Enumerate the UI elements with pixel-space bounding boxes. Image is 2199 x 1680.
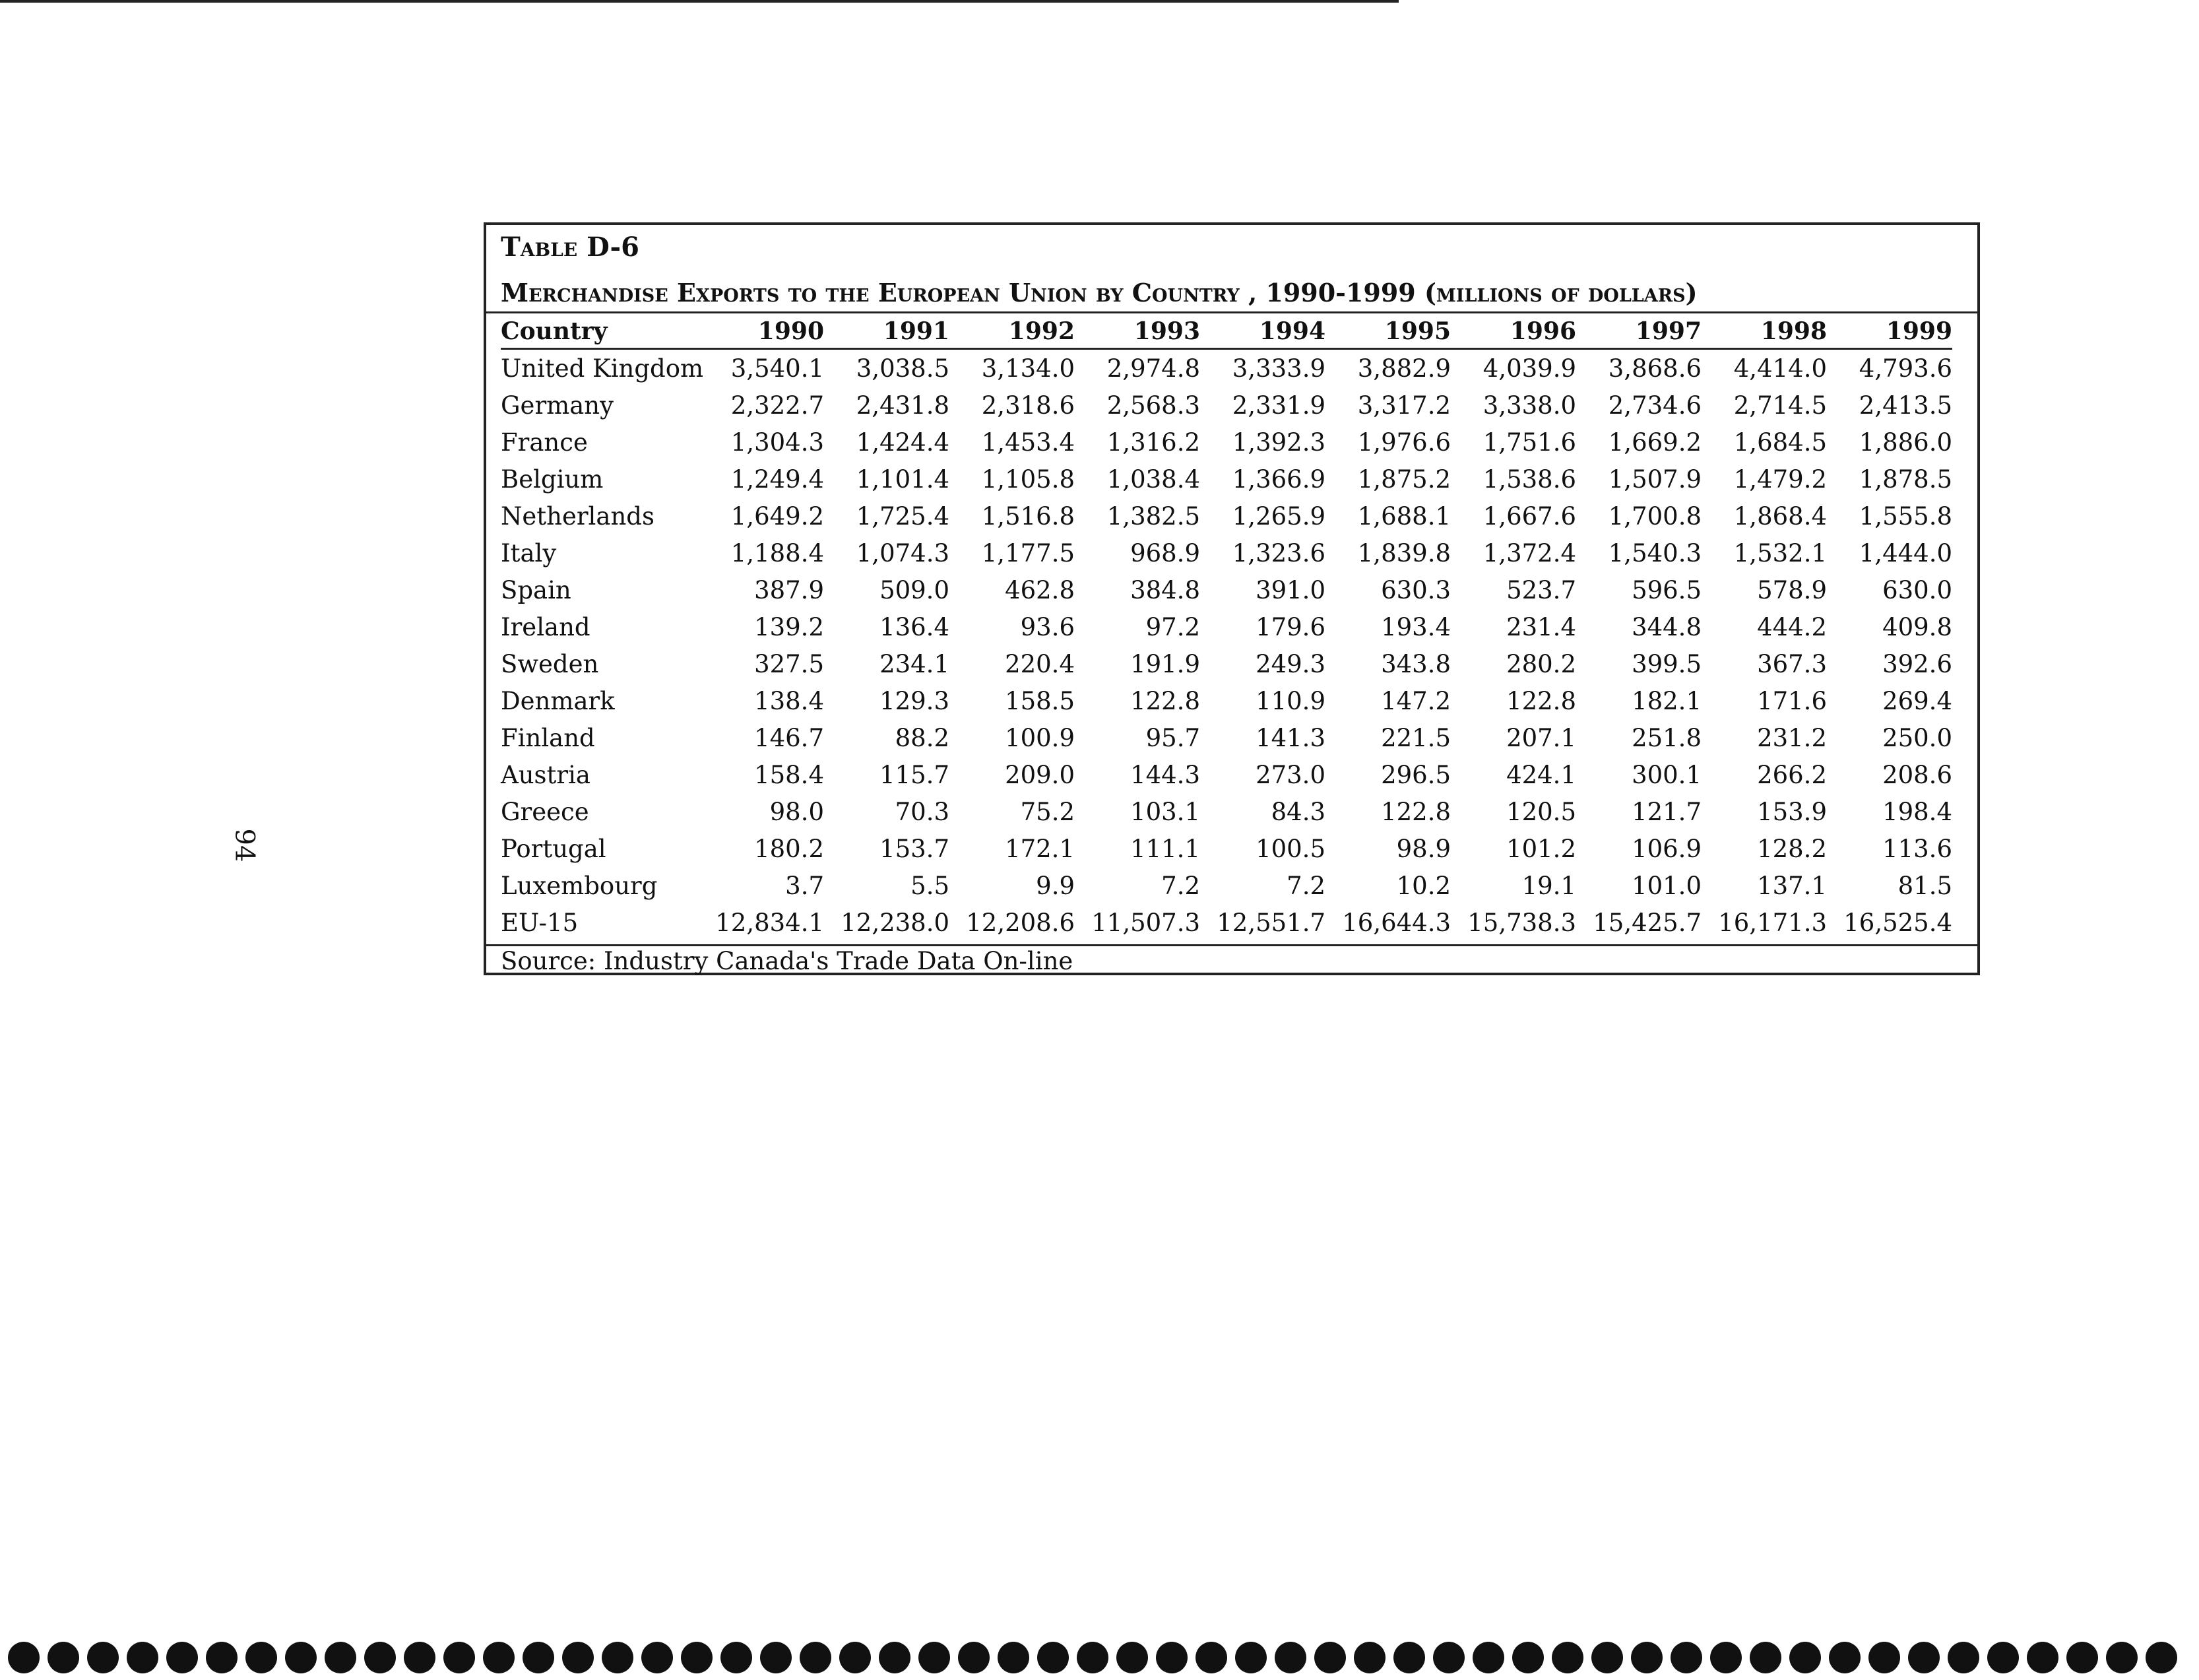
value-cell: 3,338.0 <box>1482 391 1576 420</box>
value-cell: 234.1 <box>879 649 949 678</box>
value-cell: 1,479.2 <box>1733 465 1827 494</box>
binding-hole-dot <box>2146 1642 2177 1673</box>
country-cell: Greece <box>501 797 589 826</box>
value-cell: 70.3 <box>895 797 949 826</box>
value-cell: 1,667.6 <box>1482 501 1576 531</box>
country-cell: Denmark <box>501 686 615 715</box>
binding-hole-dot <box>206 1642 238 1673</box>
value-cell: 1,265.9 <box>1232 501 1325 531</box>
column-header-year: 1997 <box>1635 317 1702 345</box>
value-cell: 1,177.5 <box>981 538 1075 567</box>
column-header-year: 1998 <box>1760 317 1827 345</box>
value-cell: 1,366.9 <box>1232 465 1325 494</box>
binding-hole-dot <box>998 1642 1029 1673</box>
value-cell: 113.6 <box>1882 834 1952 863</box>
table-row <box>501 608 1952 645</box>
binding-hole-dot <box>1195 1642 1227 1673</box>
binding-hole-dot <box>127 1642 158 1673</box>
column-header-year: 1994 <box>1259 317 1325 345</box>
value-cell: 1,038.4 <box>1106 465 1200 494</box>
binding-hole-dot <box>839 1642 871 1673</box>
country-cell: France <box>501 428 588 457</box>
value-cell: 12,238.0 <box>841 908 949 937</box>
country-cell: Luxembourg <box>501 871 658 900</box>
binding-hole-dot <box>1354 1642 1386 1673</box>
binding-hole-dot <box>760 1642 792 1673</box>
value-cell: 968.9 <box>1130 538 1200 567</box>
table-row <box>501 534 1952 571</box>
binding-hole-dot <box>2027 1642 2058 1673</box>
value-cell: 193.4 <box>1381 612 1451 641</box>
table-row <box>501 350 1952 387</box>
value-cell: 2,331.9 <box>1232 391 1325 420</box>
value-cell: 153.7 <box>879 834 949 863</box>
value-cell: 81.5 <box>1897 871 1952 900</box>
value-cell: 4,414.0 <box>1733 354 1827 383</box>
binding-hole-dot <box>1433 1642 1465 1673</box>
value-cell: 424.1 <box>1506 760 1576 789</box>
value-cell: 16,644.3 <box>1342 908 1451 937</box>
value-cell: 1,074.3 <box>856 538 949 567</box>
value-cell: 158.5 <box>1005 686 1075 715</box>
value-cell: 1,540.3 <box>1608 538 1702 567</box>
value-cell: 129.3 <box>879 686 949 715</box>
value-cell: 399.5 <box>1632 649 1702 678</box>
value-cell: 444.2 <box>1757 612 1827 641</box>
value-cell: 93.6 <box>1020 612 1075 641</box>
binding-hole-dot <box>800 1642 831 1673</box>
table-row <box>501 867 1952 904</box>
value-cell: 249.3 <box>1256 649 1325 678</box>
value-cell: 1,453.4 <box>981 428 1075 457</box>
value-cell: 1,188.4 <box>730 538 824 567</box>
value-cell: 578.9 <box>1757 575 1827 604</box>
value-cell: 103.1 <box>1130 797 1200 826</box>
binding-hole-dot <box>1393 1642 1425 1673</box>
binding-hole-dot <box>1908 1642 1940 1673</box>
country-cell: EU-15 <box>501 908 579 937</box>
table-row <box>501 904 1952 941</box>
value-cell: 367.3 <box>1757 649 1827 678</box>
value-cell: 2,714.5 <box>1733 391 1827 420</box>
column-header-year: 1996 <box>1510 317 1576 345</box>
binding-holes <box>8 1642 2177 1673</box>
value-cell: 1,878.5 <box>1859 465 1952 494</box>
binding-hole-dot <box>285 1642 317 1673</box>
binding-hole-dot <box>641 1642 673 1673</box>
value-cell: 191.9 <box>1130 649 1200 678</box>
binding-hole-dot <box>364 1642 396 1673</box>
value-cell: 280.2 <box>1506 649 1576 678</box>
value-cell: 16,525.4 <box>1843 908 1952 937</box>
value-cell: 3,134.0 <box>981 354 1075 383</box>
value-cell: 182.1 <box>1632 686 1702 715</box>
value-cell: 115.7 <box>879 760 949 789</box>
country-cell: Portugal <box>501 834 606 863</box>
value-cell: 1,538.6 <box>1482 465 1576 494</box>
value-cell: 98.9 <box>1396 834 1451 863</box>
binding-hole-dot <box>562 1642 594 1673</box>
value-cell: 2,568.3 <box>1106 391 1200 420</box>
value-cell: 153.9 <box>1757 797 1827 826</box>
value-cell: 144.3 <box>1130 760 1200 789</box>
column-header-year: 1990 <box>757 317 824 345</box>
value-cell: 409.8 <box>1882 612 1952 641</box>
value-cell: 1,105.8 <box>981 465 1075 494</box>
value-cell: 3,038.5 <box>856 354 949 383</box>
value-cell: 1,725.4 <box>856 501 949 531</box>
value-cell: 12,208.6 <box>966 908 1075 937</box>
value-cell: 208.6 <box>1882 760 1952 789</box>
value-cell: 2,322.7 <box>730 391 824 420</box>
binding-hole-dot <box>1789 1642 1821 1673</box>
binding-hole-dot <box>523 1642 554 1673</box>
value-cell: 146.7 <box>754 723 824 752</box>
value-cell: 343.8 <box>1381 649 1451 678</box>
table-row <box>501 498 1952 534</box>
value-cell: 1,700.8 <box>1608 501 1702 531</box>
value-cell: 1,249.4 <box>730 465 824 494</box>
binding-hole-dot <box>681 1642 713 1673</box>
value-cell: 97.2 <box>1145 612 1200 641</box>
value-cell: 3,540.1 <box>730 354 824 383</box>
value-cell: 111.1 <box>1130 834 1200 863</box>
value-cell: 3,882.9 <box>1357 354 1451 383</box>
value-cell: 523.7 <box>1506 575 1576 604</box>
value-cell: 630.0 <box>1882 575 1952 604</box>
value-cell: 3,868.6 <box>1608 354 1702 383</box>
binding-hole-dot <box>245 1642 277 1673</box>
value-cell: 1,372.4 <box>1482 538 1576 567</box>
value-cell: 630.3 <box>1381 575 1451 604</box>
country-cell: United Kingdom <box>501 354 704 383</box>
value-cell: 122.8 <box>1506 686 1576 715</box>
value-cell: 106.9 <box>1632 834 1702 863</box>
value-cell: 1,649.2 <box>730 501 824 531</box>
top-rule <box>0 0 1399 3</box>
value-cell: 147.2 <box>1381 686 1451 715</box>
column-header-year: 1999 <box>1886 317 1952 345</box>
value-cell: 198.4 <box>1882 797 1952 826</box>
binding-hole-dot <box>1116 1642 1148 1673</box>
value-cell: 122.8 <box>1130 686 1200 715</box>
value-cell: 128.2 <box>1757 834 1827 863</box>
binding-hole-dot <box>1314 1642 1346 1673</box>
value-cell: 2,974.8 <box>1106 354 1200 383</box>
binding-hole-dot <box>404 1642 435 1673</box>
value-cell: 98.0 <box>769 797 824 826</box>
value-cell: 1,392.3 <box>1232 428 1325 457</box>
value-cell: 1,101.4 <box>856 465 949 494</box>
value-cell: 1,839.8 <box>1357 538 1451 567</box>
value-cell: 1,323.6 <box>1232 538 1325 567</box>
binding-hole-dot <box>443 1642 475 1673</box>
value-cell: 1,684.5 <box>1733 428 1827 457</box>
value-cell: 120.5 <box>1506 797 1576 826</box>
value-cell: 7.2 <box>1287 871 1325 900</box>
value-cell: 11,507.3 <box>1091 908 1200 937</box>
binding-hole-dot <box>958 1642 990 1673</box>
table-row <box>501 571 1952 608</box>
value-cell: 387.9 <box>754 575 824 604</box>
table-row <box>501 830 1952 867</box>
value-cell: 1,688.1 <box>1357 501 1451 531</box>
table-row <box>501 645 1952 682</box>
value-cell: 19.1 <box>1521 871 1576 900</box>
value-cell: 100.9 <box>1005 723 1075 752</box>
value-cell: 207.1 <box>1506 723 1576 752</box>
binding-hole-dot <box>918 1642 950 1673</box>
country-cell: Ireland <box>501 612 590 641</box>
value-cell: 180.2 <box>754 834 824 863</box>
binding-hole-dot <box>48 1642 79 1673</box>
value-cell: 296.5 <box>1381 760 1451 789</box>
binding-hole-dot <box>1077 1642 1108 1673</box>
binding-hole-dot <box>720 1642 752 1673</box>
column-header-year: 1993 <box>1133 317 1200 345</box>
binding-hole-dot <box>1512 1642 1544 1673</box>
value-cell: 101.0 <box>1632 871 1702 900</box>
value-cell: 5.5 <box>910 871 949 900</box>
binding-hole-dot <box>483 1642 515 1673</box>
value-cell: 391.0 <box>1256 575 1325 604</box>
country-cell: Belgium <box>501 465 604 494</box>
binding-hole-dot <box>1671 1642 1702 1673</box>
value-cell: 84.3 <box>1271 797 1325 826</box>
value-cell: 179.6 <box>1256 612 1325 641</box>
value-cell: 231.2 <box>1757 723 1827 752</box>
value-cell: 1,382.5 <box>1106 501 1200 531</box>
value-cell: 1,532.1 <box>1733 538 1827 567</box>
value-cell: 266.2 <box>1757 760 1827 789</box>
value-cell: 1,555.8 <box>1859 501 1952 531</box>
value-cell: 344.8 <box>1632 612 1702 641</box>
value-cell: 12,834.1 <box>715 908 824 937</box>
binding-hole-dot <box>1987 1642 2019 1673</box>
value-cell: 15,738.3 <box>1467 908 1576 937</box>
binding-hole-dot <box>1868 1642 1900 1673</box>
country-cell: Spain <box>501 575 571 604</box>
column-header-year: 1991 <box>883 317 949 345</box>
value-cell: 2,431.8 <box>856 391 949 420</box>
value-cell: 231.4 <box>1506 612 1576 641</box>
binding-hole-dot <box>2106 1642 2138 1673</box>
header-row <box>501 315 1952 350</box>
country-cell: Sweden <box>501 649 599 678</box>
binding-hole-dot <box>1750 1642 1781 1673</box>
value-cell: 110.9 <box>1256 686 1325 715</box>
page-number: 94 <box>229 828 260 862</box>
country-cell: Italy <box>501 538 557 567</box>
binding-hole-dot <box>1156 1642 1188 1673</box>
value-cell: 100.5 <box>1256 834 1325 863</box>
binding-hole-dot <box>87 1642 119 1673</box>
value-cell: 220.4 <box>1005 649 1075 678</box>
country-cell: Finland <box>501 723 595 752</box>
footer-rule <box>486 944 1977 946</box>
value-cell: 1,304.3 <box>730 428 824 457</box>
value-cell: 384.8 <box>1130 575 1200 604</box>
value-cell: 1,875.2 <box>1357 465 1451 494</box>
value-cell: 139.2 <box>754 612 824 641</box>
value-cell: 1,886.0 <box>1859 428 1952 457</box>
source-note: Source: Industry Canada's Trade Data On-line <box>501 947 1073 975</box>
table-row <box>501 682 1952 719</box>
value-cell: 1,868.4 <box>1733 501 1827 531</box>
value-cell: 137.1 <box>1757 871 1827 900</box>
country-cell: Austria <box>501 760 590 789</box>
value-cell: 12,551.7 <box>1217 908 1325 937</box>
value-cell: 3,317.2 <box>1357 391 1451 420</box>
value-cell: 7.2 <box>1161 871 1200 900</box>
binding-hole-dot <box>602 1642 633 1673</box>
value-cell: 250.0 <box>1882 723 1952 752</box>
table-title: Merchandise Exports to the European Union by Country , 1990-1999 (millions of dollars) <box>501 278 1698 307</box>
value-cell: 122.8 <box>1381 797 1451 826</box>
data-table <box>501 315 1952 941</box>
value-cell: 75.2 <box>1020 797 1075 826</box>
column-header-year: 1995 <box>1384 317 1451 345</box>
binding-hole-dot <box>1591 1642 1623 1673</box>
binding-hole-dot <box>8 1642 40 1673</box>
value-cell: 327.5 <box>754 649 824 678</box>
table-row <box>501 793 1952 830</box>
column-header-country: Country <box>501 317 608 345</box>
binding-hole-dot <box>2066 1642 2098 1673</box>
value-cell: 221.5 <box>1381 723 1451 752</box>
value-cell: 3.7 <box>785 871 824 900</box>
column-header-year: 1992 <box>1008 317 1075 345</box>
value-cell: 273.0 <box>1256 760 1325 789</box>
value-cell: 121.7 <box>1632 797 1702 826</box>
value-cell: 596.5 <box>1632 575 1702 604</box>
value-cell: 1,424.4 <box>856 428 949 457</box>
binding-hole-dot <box>166 1642 198 1673</box>
value-cell: 136.4 <box>879 612 949 641</box>
value-cell: 1,516.8 <box>981 501 1075 531</box>
value-cell: 88.2 <box>895 723 949 752</box>
value-cell: 509.0 <box>879 575 949 604</box>
binding-hole-dot <box>1829 1642 1861 1673</box>
table-row <box>501 387 1952 424</box>
value-cell: 209.0 <box>1005 760 1075 789</box>
value-cell: 1,669.2 <box>1608 428 1702 457</box>
country-cell: Germany <box>501 391 614 420</box>
value-cell: 251.8 <box>1632 723 1702 752</box>
value-cell: 392.6 <box>1882 649 1952 678</box>
country-cell: Netherlands <box>501 501 654 531</box>
value-cell: 171.6 <box>1757 686 1827 715</box>
value-cell: 1,316.2 <box>1106 428 1200 457</box>
table-d6 <box>484 222 1980 975</box>
value-cell: 101.2 <box>1506 834 1576 863</box>
table-row <box>501 719 1952 756</box>
table-row <box>501 424 1952 461</box>
value-cell: 1,507.9 <box>1608 465 1702 494</box>
value-cell: 1,976.6 <box>1357 428 1451 457</box>
binding-hole-dot <box>1275 1642 1306 1673</box>
value-cell: 16,171.3 <box>1718 908 1827 937</box>
value-cell: 15,425.7 <box>1593 908 1702 937</box>
binding-hole-dot <box>1235 1642 1267 1673</box>
value-cell: 141.3 <box>1256 723 1325 752</box>
value-cell: 172.1 <box>1005 834 1075 863</box>
value-cell: 10.2 <box>1396 871 1451 900</box>
value-cell: 4,793.6 <box>1859 354 1952 383</box>
value-cell: 269.4 <box>1882 686 1952 715</box>
binding-hole-dot <box>1631 1642 1663 1673</box>
binding-hole-dot <box>1473 1642 1504 1673</box>
binding-hole-dot <box>325 1642 356 1673</box>
value-cell: 95.7 <box>1145 723 1200 752</box>
value-cell: 2,318.6 <box>981 391 1075 420</box>
value-cell: 462.8 <box>1005 575 1075 604</box>
table-row <box>501 756 1952 793</box>
binding-hole-dot <box>1037 1642 1069 1673</box>
value-cell: 9.9 <box>1036 871 1075 900</box>
value-cell: 1,444.0 <box>1859 538 1952 567</box>
value-cell: 4,039.9 <box>1482 354 1576 383</box>
binding-hole-dot <box>1948 1642 1979 1673</box>
table-row <box>501 461 1952 498</box>
binding-hole-dot <box>1552 1642 1583 1673</box>
header-rule <box>486 311 1977 313</box>
value-cell: 2,413.5 <box>1859 391 1952 420</box>
value-cell: 158.4 <box>754 760 824 789</box>
table-label: Table D-6 <box>501 232 639 263</box>
value-cell: 2,734.6 <box>1608 391 1702 420</box>
binding-hole-dot <box>1710 1642 1742 1673</box>
value-cell: 138.4 <box>754 686 824 715</box>
binding-hole-dot <box>879 1642 910 1673</box>
value-cell: 1,751.6 <box>1482 428 1576 457</box>
value-cell: 3,333.9 <box>1232 354 1325 383</box>
value-cell: 300.1 <box>1632 760 1702 789</box>
